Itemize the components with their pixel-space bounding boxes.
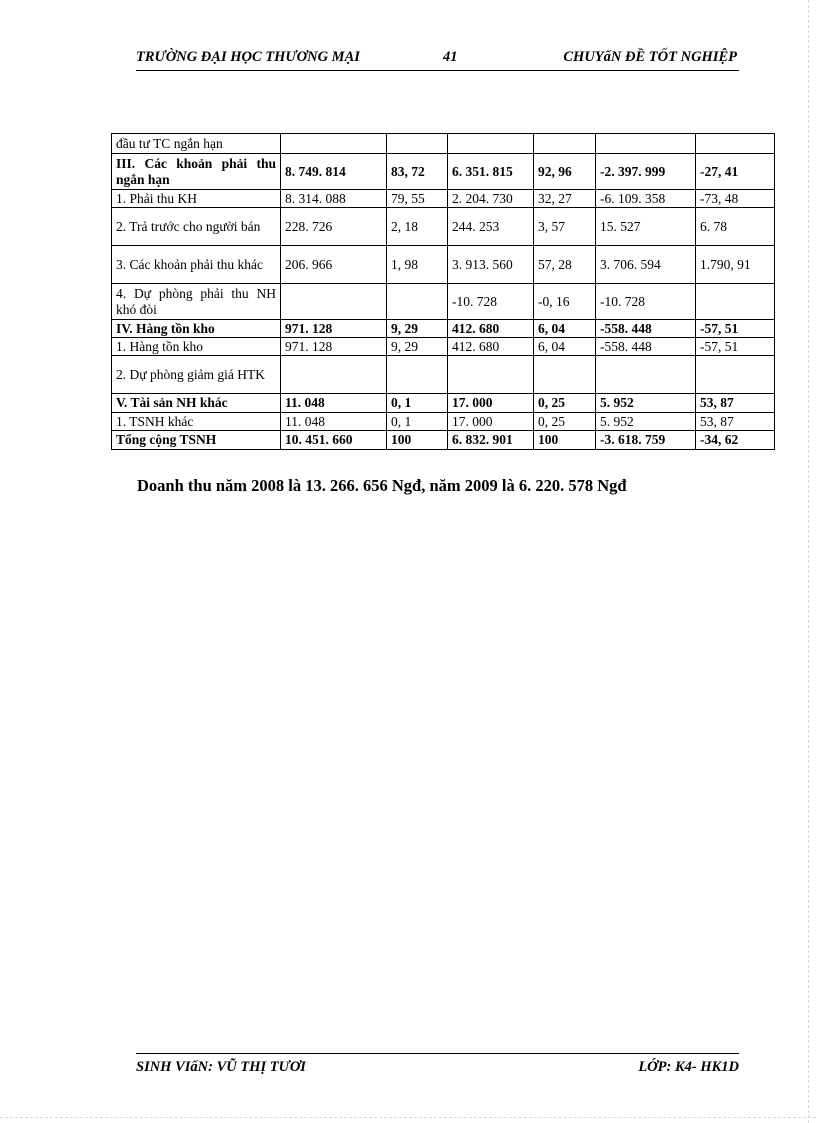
cell-2009-value: 2. 204. 730 bbox=[448, 190, 534, 208]
row-label: Tổng cộng TSNH bbox=[112, 431, 281, 450]
cell-2008-percent bbox=[387, 134, 448, 154]
cell-2008-percent: 0, 1 bbox=[387, 413, 448, 431]
cell-change-percent: 1.790, 91 bbox=[696, 246, 775, 284]
cell-2009-value: 244. 253 bbox=[448, 208, 534, 246]
cell-2008-value bbox=[281, 284, 387, 320]
table-row bbox=[112, 284, 775, 320]
footer-class: LỚP: K4- HK1D bbox=[638, 1059, 739, 1075]
cell-2009-value: -10. 728 bbox=[448, 284, 534, 320]
cell-2009-percent bbox=[534, 356, 596, 394]
cell-2009-percent: 3, 57 bbox=[534, 208, 596, 246]
footer-student-name: SINH VIấN: VŨ THỊ TƯƠI bbox=[136, 1059, 306, 1075]
table-row bbox=[112, 338, 775, 356]
cell-2009-percent bbox=[534, 134, 596, 154]
cell-2008-percent: 9, 29 bbox=[387, 338, 448, 356]
page-footer bbox=[136, 1053, 739, 1078]
cell-2009-percent: 6, 04 bbox=[534, 338, 596, 356]
cell-2008-percent bbox=[387, 284, 448, 320]
cell-2008-percent: 100 bbox=[387, 431, 448, 450]
cell-2008-value: 228. 726 bbox=[281, 208, 387, 246]
cell-change-value: -6. 109. 358 bbox=[596, 190, 696, 208]
page-header bbox=[136, 46, 739, 71]
cell-2008-percent: 83, 72 bbox=[387, 154, 448, 190]
row-label: 4. Dự phòng phải thu NH khó đòi bbox=[112, 284, 281, 320]
cell-2009-value: 3. 913. 560 bbox=[448, 246, 534, 284]
cell-change-value: -558. 448 bbox=[596, 338, 696, 356]
cell-2008-value: 10. 451. 660 bbox=[281, 431, 387, 450]
cell-2008-percent: 2, 18 bbox=[387, 208, 448, 246]
cell-2009-percent: 100 bbox=[534, 431, 596, 450]
cell-change-percent bbox=[696, 134, 775, 154]
page-edge-bottom bbox=[0, 1117, 816, 1118]
row-label: 3. Các khoản phải thu khác bbox=[112, 246, 281, 284]
cell-2009-percent: 57, 28 bbox=[534, 246, 596, 284]
table-row bbox=[112, 394, 775, 413]
cell-2009-value: 17. 000 bbox=[448, 394, 534, 413]
cell-change-value bbox=[596, 356, 696, 394]
cell-change-percent: -34, 62 bbox=[696, 431, 775, 450]
cell-2009-percent: 92, 96 bbox=[534, 154, 596, 190]
cell-2009-value: 412. 680 bbox=[448, 320, 534, 338]
table-row bbox=[112, 134, 775, 154]
row-label: 1. Phải thu KH bbox=[112, 190, 281, 208]
cell-2009-percent: 6, 04 bbox=[534, 320, 596, 338]
cell-2008-percent: 0, 1 bbox=[387, 394, 448, 413]
cell-2009-percent: 0, 25 bbox=[534, 413, 596, 431]
row-label: V. Tài sản NH khác bbox=[112, 394, 281, 413]
table-row bbox=[112, 154, 775, 190]
cell-change-value: 5. 952 bbox=[596, 394, 696, 413]
cell-change-value: 5. 952 bbox=[596, 413, 696, 431]
cell-2008-value: 8. 749. 814 bbox=[281, 154, 387, 190]
cell-2008-value bbox=[281, 356, 387, 394]
cell-2008-value: 11. 048 bbox=[281, 413, 387, 431]
cell-change-value bbox=[596, 134, 696, 154]
cell-2009-percent: -0, 16 bbox=[534, 284, 596, 320]
header-page-number: 41 bbox=[443, 49, 458, 65]
cell-change-percent: 6. 78 bbox=[696, 208, 775, 246]
cell-change-value: -2. 397. 999 bbox=[596, 154, 696, 190]
cell-2008-percent: 9, 29 bbox=[387, 320, 448, 338]
cell-change-percent: 53, 87 bbox=[696, 413, 775, 431]
table-row bbox=[112, 431, 775, 450]
cell-change-percent: 53, 87 bbox=[696, 394, 775, 413]
row-label: IV. Hàng tồn kho bbox=[112, 320, 281, 338]
revenue-paragraph: Doanh thu năm 2008 là 13. 266. 656 Ngđ, năm 2009 là 6. 220. 578 Ngđ bbox=[137, 476, 627, 495]
cell-change-percent: -73, 48 bbox=[696, 190, 775, 208]
cell-2008-percent bbox=[387, 356, 448, 394]
cell-change-value: -10. 728 bbox=[596, 284, 696, 320]
row-label: III. Các khoản phải thu ngắn hạn bbox=[112, 154, 281, 190]
cell-2009-percent: 32, 27 bbox=[534, 190, 596, 208]
cell-2008-value bbox=[281, 134, 387, 154]
table-row bbox=[112, 413, 775, 431]
row-label: đầu tư TC ngắn hạn bbox=[112, 134, 281, 154]
header-university: TRƯỜNG ĐẠI HỌC THƯƠNG MẠI bbox=[136, 49, 360, 65]
cell-2008-value: 971. 128 bbox=[281, 320, 387, 338]
row-label: 1. TSNH khác bbox=[112, 413, 281, 431]
cell-2008-value: 206. 966 bbox=[281, 246, 387, 284]
cell-change-value: 15. 527 bbox=[596, 208, 696, 246]
table-row bbox=[112, 208, 775, 246]
cell-2009-value: 17. 000 bbox=[448, 413, 534, 431]
cell-change-value: -558. 448 bbox=[596, 320, 696, 338]
cell-change-percent bbox=[696, 356, 775, 394]
table-row bbox=[112, 190, 775, 208]
cell-2009-value bbox=[448, 134, 534, 154]
row-label: 2. Dự phòng giảm giá HTK bbox=[112, 356, 281, 394]
page-edge-right bbox=[808, 0, 809, 1123]
cell-change-percent: -57, 51 bbox=[696, 320, 775, 338]
row-label: 1. Hàng tồn kho bbox=[112, 338, 281, 356]
table-row bbox=[112, 320, 775, 338]
cell-change-percent: -57, 51 bbox=[696, 338, 775, 356]
cell-2009-percent: 0, 25 bbox=[534, 394, 596, 413]
cell-2009-value bbox=[448, 356, 534, 394]
cell-change-percent: -27, 41 bbox=[696, 154, 775, 190]
cell-2008-percent: 79, 55 bbox=[387, 190, 448, 208]
cell-2008-value: 11. 048 bbox=[281, 394, 387, 413]
table-row bbox=[112, 246, 775, 284]
cell-2008-percent: 1, 98 bbox=[387, 246, 448, 284]
asset-table bbox=[111, 133, 775, 450]
cell-2008-value: 971. 128 bbox=[281, 338, 387, 356]
cell-change-value: -3. 618. 759 bbox=[596, 431, 696, 450]
cell-2009-value: 6. 351. 815 bbox=[448, 154, 534, 190]
cell-2008-value: 8. 314. 088 bbox=[281, 190, 387, 208]
cell-2009-value: 6. 832. 901 bbox=[448, 431, 534, 450]
header-document-type: CHUYấN ĐỀ TỐT NGHIỆP bbox=[563, 49, 737, 65]
cell-change-value: 3. 706. 594 bbox=[596, 246, 696, 284]
table-row bbox=[112, 356, 775, 394]
row-label: 2. Trả trước cho người bán bbox=[112, 208, 281, 246]
cell-change-percent bbox=[696, 284, 775, 320]
cell-2009-value: 412. 680 bbox=[448, 338, 534, 356]
